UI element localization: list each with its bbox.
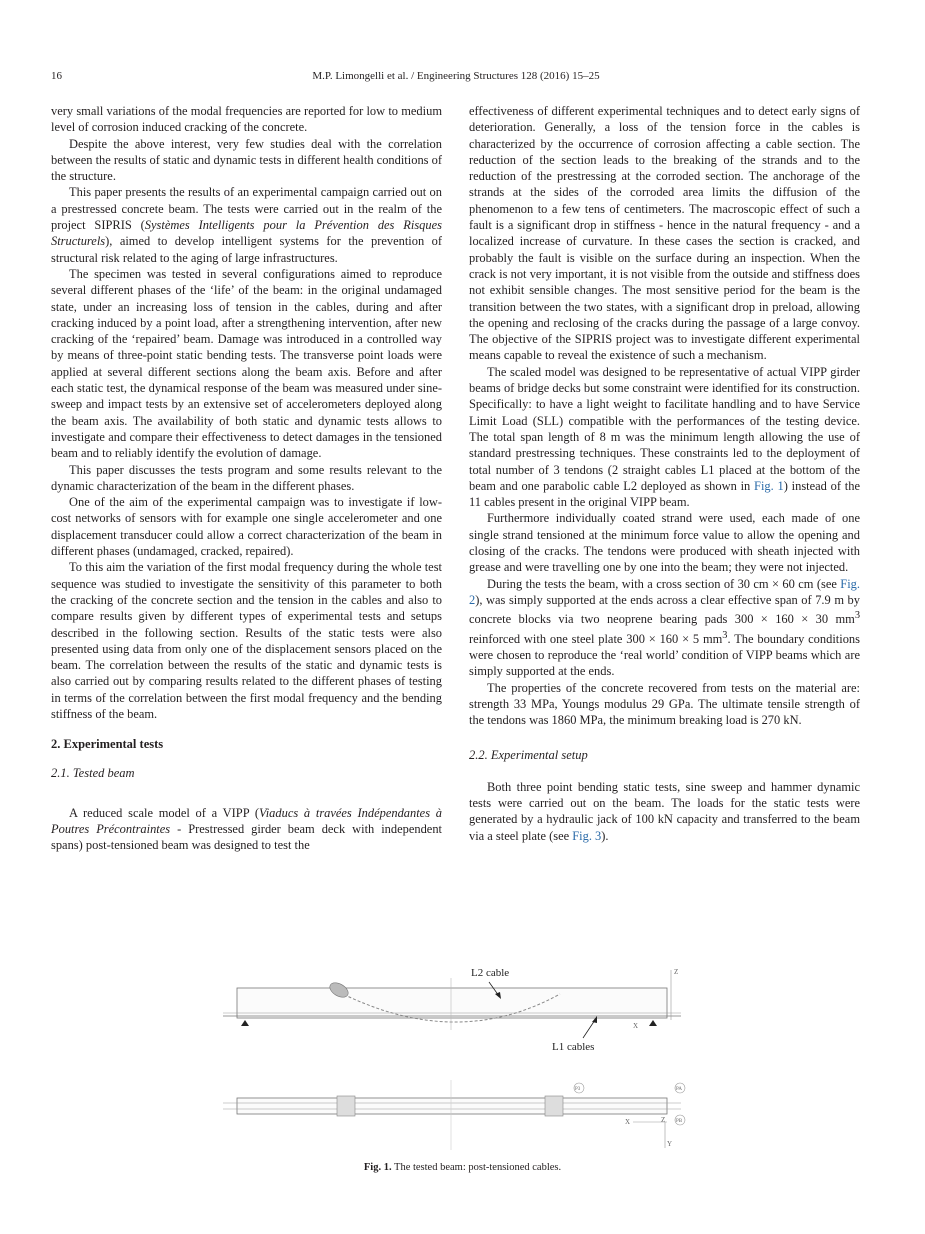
subsection-heading: 2.1. Tested beam: [51, 765, 135, 780]
sensor-pa-label: PA: [676, 1087, 682, 1092]
plan-axis-y-label: Y: [667, 1140, 673, 1148]
paragraph: This paper presents the results of an experimental campaign carried out on a prestressed concrete beam. The tests were carried out in the realm of the project SIPRIS (Systèmes Intelligents pour la Prévention des Risques Structurels), aimed to develop intelligent systems for the prevention of structural risk related to the aging of large infrastructures.: [51, 185, 442, 265]
running-title: M.P. Limongelli et al. / Engineering Structures 128 (2016) 15–25: [312, 70, 600, 82]
paragraph: During the tests the beam, with a cross section of 30 cm × 60 cm (see Fig. 2), was simply supported at the ends across a clear effective span of 7.9 m by concrete blocks via two neoprene bearing pads 300 × 160 × 30 $mm^3$ reinforced with one steel plate 300 × 160 × 5 $mm^3$. The boundary conditions were chosen to reproduce the ‘real world’ condition of VIPP beams which are simply supported at the ends.: [469, 576, 860, 679]
paragraph: effectiveness of different experimental techniques and to detect early signs of deterioration. Generally, a loss of the tension force in the cables is characterized by the occurrence of corrosion affecting a cable section. The reduction of the section leads to the breaking of the strands and to the reduction of the prestressing at the corroded section. The anchorage of the strands at the sides of the corroded area limits the diffusion of the phenomenon to a few tens of centimeters. The macroscopic effect of such a fault is a significant drop in stiffness - hence in the natural frequency - and a localized increase of curvature. In these cases the section is cracked, and probably the fault is visible on the surface during an inspection. When the crack is not very important, it is not visible from the outside and stiffness does not exhibit sensible changes. The most sensitive period for the beam is the transition between the two states, with a significant drop in preload, allowing the opening and reclosing of the cracks during the passage of a large convoy. The objective of the SIPRIS project was to investigate different experimental means capable to reveal the existence of such a mechanism.: [469, 104, 860, 363]
paragraph: One of the aim of the experimental campaign was to investigate if low-cost networks of sensors with for example one single accelerometer and one displacement transducer could allow a correct characterization of the beam in different phases (undamaged, cracked, repaired).: [51, 495, 442, 559]
paragraph: To this aim the variation of the first modal frequency during the whole test sequence was studied to investigate the sensitivity of this parameter to both the cracking of the concrete section and the tension in the cables and also to compare results given by different types of experimental tests and setups described in the following section. Results of the static tests were also presented using data from only one of the displacement sensors placed on the beam. The correlation between the results of the static and dynamic tests is also carried out by comparing results related to the different phases of testing in terms of the correlation between the first modal frequency and the bending stiffness of the beam.: [51, 560, 442, 721]
paragraph: The specimen was tested in several configurations aimed to reproduce several different phases of the ‘life’ of the beam: in the original undamaged state, under an increasing loss of tension in the cables, during and after cracking induced by a point load, after a strengthening intervention, after new cracking of the ‘repaired’ beam. Damage was introduced in a controlled way by means of three-point static bending tests. The transverse point loads were applied at several different sections along the beam axis. Before and after each static test, the dynamical response of the beam was measured under sine-sweep and impact tests by an extensive set of accelerometers deployed along the beam axis. The availability of both static and dynamic tests allows to investigate and compare their effectiveness to detect damages in the tensioned beam and to reliably identify the evolution of damage.: [51, 266, 442, 461]
beam-plan-view: [223, 1080, 685, 1150]
page-number: 16: [51, 70, 62, 82]
paragraph: This paper discusses the tests program and some results relevant to the dynamic characterization of the beam in the different phases.: [51, 462, 442, 493]
caption-label: Fig. 1.: [363, 1162, 392, 1173]
l2-cable-label: L2 cable: [471, 967, 510, 979]
running-header: [51, 70, 861, 86]
section-heading: 2. Experimental tests: [51, 737, 164, 752]
l1-cables-label: L1 cables: [552, 1041, 595, 1053]
sensor-p3-label: P3: [575, 1087, 581, 1092]
axis-x-label: X: [633, 1022, 639, 1030]
axis-z-label: Z: [674, 968, 679, 976]
figure-1: [215, 960, 695, 1160]
paragraph: Both three point bending static tests, sine sweep and hammer dynamic tests were carried out on the beam. The loads for the static tests were generated by a hydraulic jack of 100 kN capacity and transferred to the beam via a steel plate (see Fig. 3).: [469, 779, 860, 843]
figure-link[interactable]: Fig. 1: [754, 478, 784, 493]
paragraph: Despite the above interest, very few studies deal with the correlation between the results of static and dynamic tests in different health conditions of the structure.: [51, 136, 442, 184]
figure-caption: [0, 1162, 925, 1173]
figure-link[interactable]: Fig. 2: [469, 576, 860, 607]
beam-elevation: [223, 967, 681, 1053]
left-column: [51, 103, 442, 854]
caption-text: The tested beam: post-tensioned cables.: [394, 1162, 562, 1173]
paragraph: The properties of the concrete recovered from tests on the material are: strength 33 MPa, Youngs modulus 29 GPa. The ultimate tensile strength of the tendons was 1860 MPa, the minimum breaking load is 270 kN.: [469, 680, 860, 728]
figure-link[interactable]: Fig. 3: [572, 828, 602, 843]
beam-drawing: [215, 960, 695, 1160]
plan-axis-x-label: X: [625, 1118, 631, 1126]
paragraph: The scaled model was designed to be representative of actual VIPP girder beams of bridge decks but some constraint were identified for its construction. Specifically: to have a light weight to facilitate handling and to have Service Limit Load (SLL) compatible with the performances of the testing device. The total span length of 8 m was the minimum length allowing the use of standard prestressing techniques. These constraints led to the deployment of total number of 3 tendons (2 straight cables L1 placed at the bottom of the beam and one parabolic cable L2 deployed as shown in Fig. 1) instead of the 11 cables present in the original VIPP beam.: [469, 364, 860, 510]
paragraph: very small variations of the modal frequencies are reported for low to medium level of corrosion induced cracking of the concrete.: [51, 104, 442, 135]
paragraph: A reduced scale model of a VIPP (Viaducs à travées Indépendantes à Poutres Précontraintes - Prestressed girder beam deck with independent spans) post-tensioned beam was designed to test the: [51, 805, 442, 853]
sensor-pb-label: PB: [676, 1119, 683, 1124]
right-column: [469, 103, 860, 844]
paragraph: Furthermore individually coated strand were used, each made of one single strand tensioned at the minimum force value to allow the opening and closing of the cracks. The tendons were produced with sheath injected with grease and were travelling one by one into the beam; they were not injected.: [469, 511, 860, 575]
subsection-heading: 2.2. Experimental setup: [469, 747, 588, 762]
plan-axis-z-label: Z: [661, 1116, 666, 1124]
